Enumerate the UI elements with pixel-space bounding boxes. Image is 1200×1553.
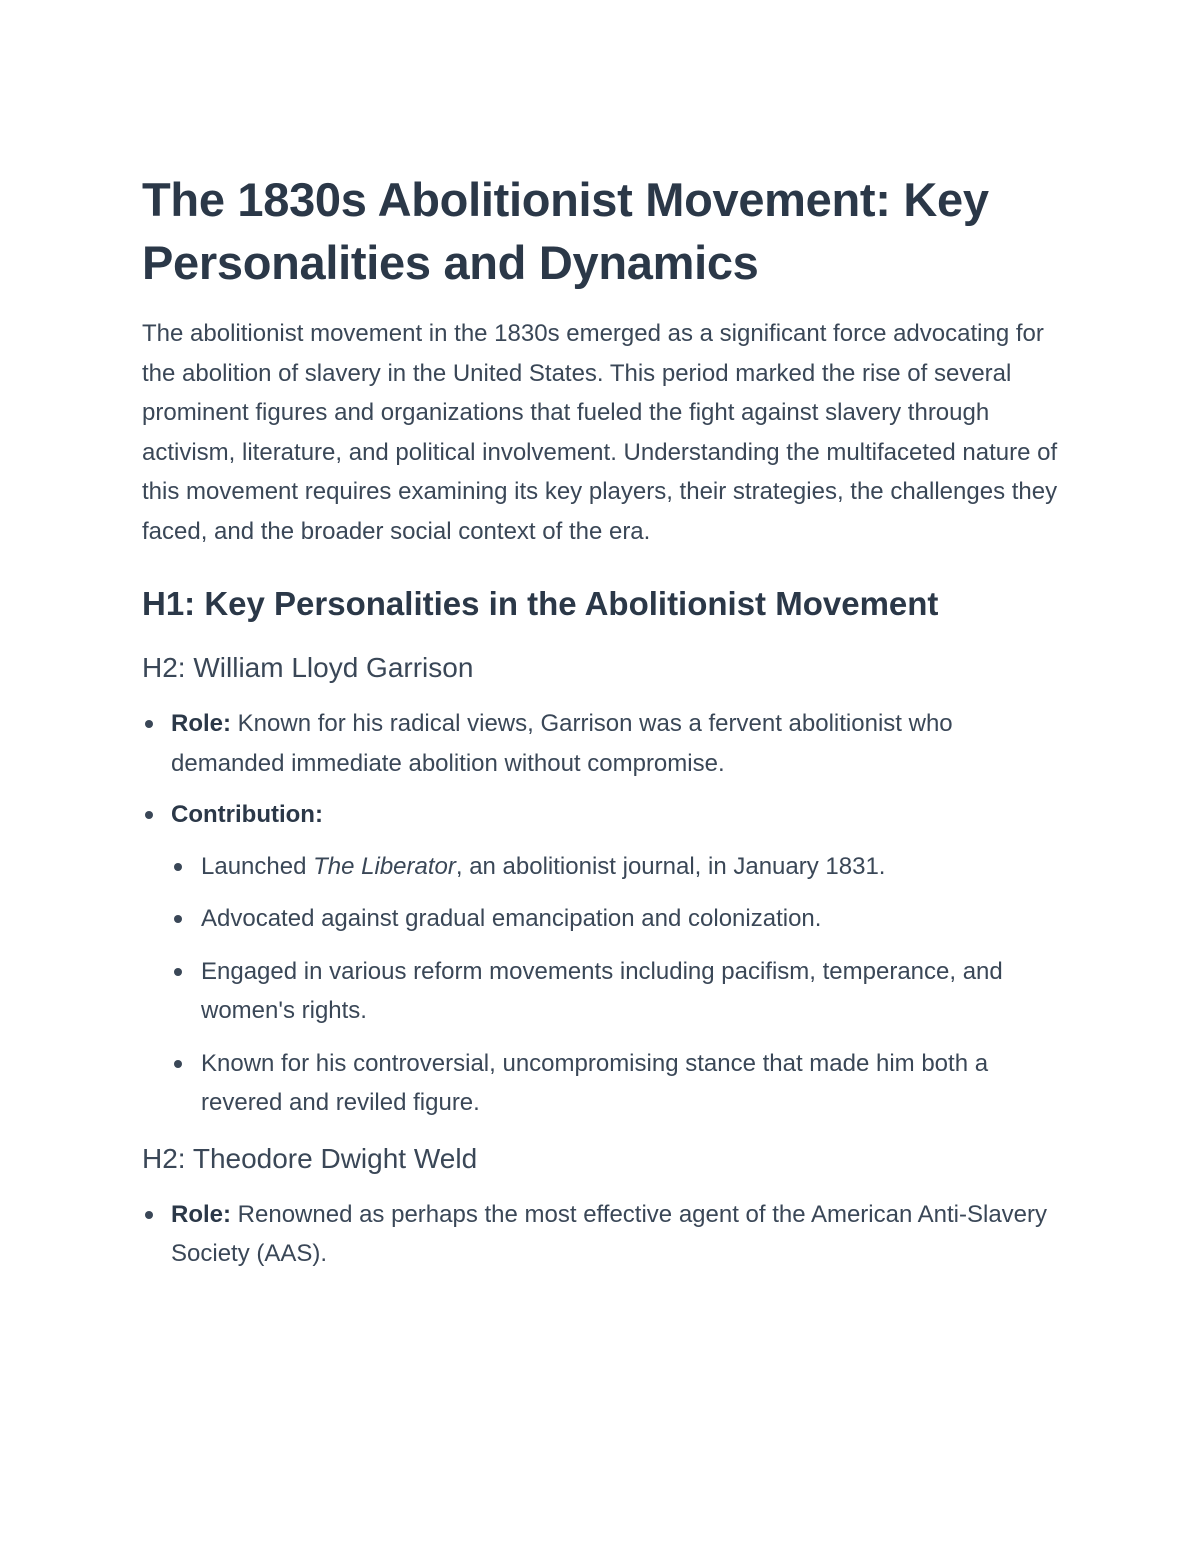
role-text: Renowned as perhaps the most effective agent of the American Anti-Slavery Society (AAS). xyxy=(171,1200,1048,1267)
liberator-title: The Liberator xyxy=(313,852,456,880)
role-text: Known for his radical views, Garrison was a fervent abolitionist who demanded immediate abolition without compromise. xyxy=(171,710,953,777)
role-label: Role: xyxy=(171,710,231,737)
contribution-1-pre: Launched xyxy=(201,852,314,880)
subheading-garrison: H2: William Lloyd Garrison xyxy=(142,652,474,683)
subheading-weld: H2: Theodore Dwight Weld xyxy=(142,1142,478,1174)
list-item-weld-role xyxy=(142,1195,1062,1274)
role-label: Role: xyxy=(171,1200,231,1228)
contribution-label: Contribution: xyxy=(171,801,323,828)
list-item-contribution-1 xyxy=(171,847,1062,887)
list-item-contribution-4: Known for his controversial, uncompromising stance that made him both a revered and reviled figure. xyxy=(171,1044,1062,1123)
garrison-list xyxy=(142,704,1062,1123)
document-title: The 1830s Abolitionist Movement: Key Personalities and Dynamics xyxy=(142,173,989,289)
weld-list xyxy=(142,1195,1062,1274)
contribution-1-post: , an abolitionist journal, in January 1831. xyxy=(455,852,886,880)
list-item-contribution-2: Advocated against gradual emancipation and colonization. xyxy=(171,899,1062,939)
contribution-sublist xyxy=(171,847,1062,1123)
list-item-garrison-role xyxy=(142,704,1062,783)
section-heading-key-personalities: H1: Key Personalities in the Abolitionist Movement xyxy=(142,585,939,622)
list-item-garrison-contribution xyxy=(142,795,1062,1123)
list-item-contribution-3: Engaged in various reform movements including pacifism, temperance, and women's rights. xyxy=(171,952,1062,1031)
intro-paragraph: The abolitionist movement in the 1830s emerged as a significant force advocating for the abolition of slavery in the United States. This period marked the rise of several prominent figures and organizations that fueled the fight against slavery through activism, literature, and political involvement. Understanding the multifaceted nature of this movement requires examining its key players, their strategies, the challenges they faced, and the broader social context of the era. xyxy=(142,320,1058,545)
document-page xyxy=(142,168,1062,1286)
